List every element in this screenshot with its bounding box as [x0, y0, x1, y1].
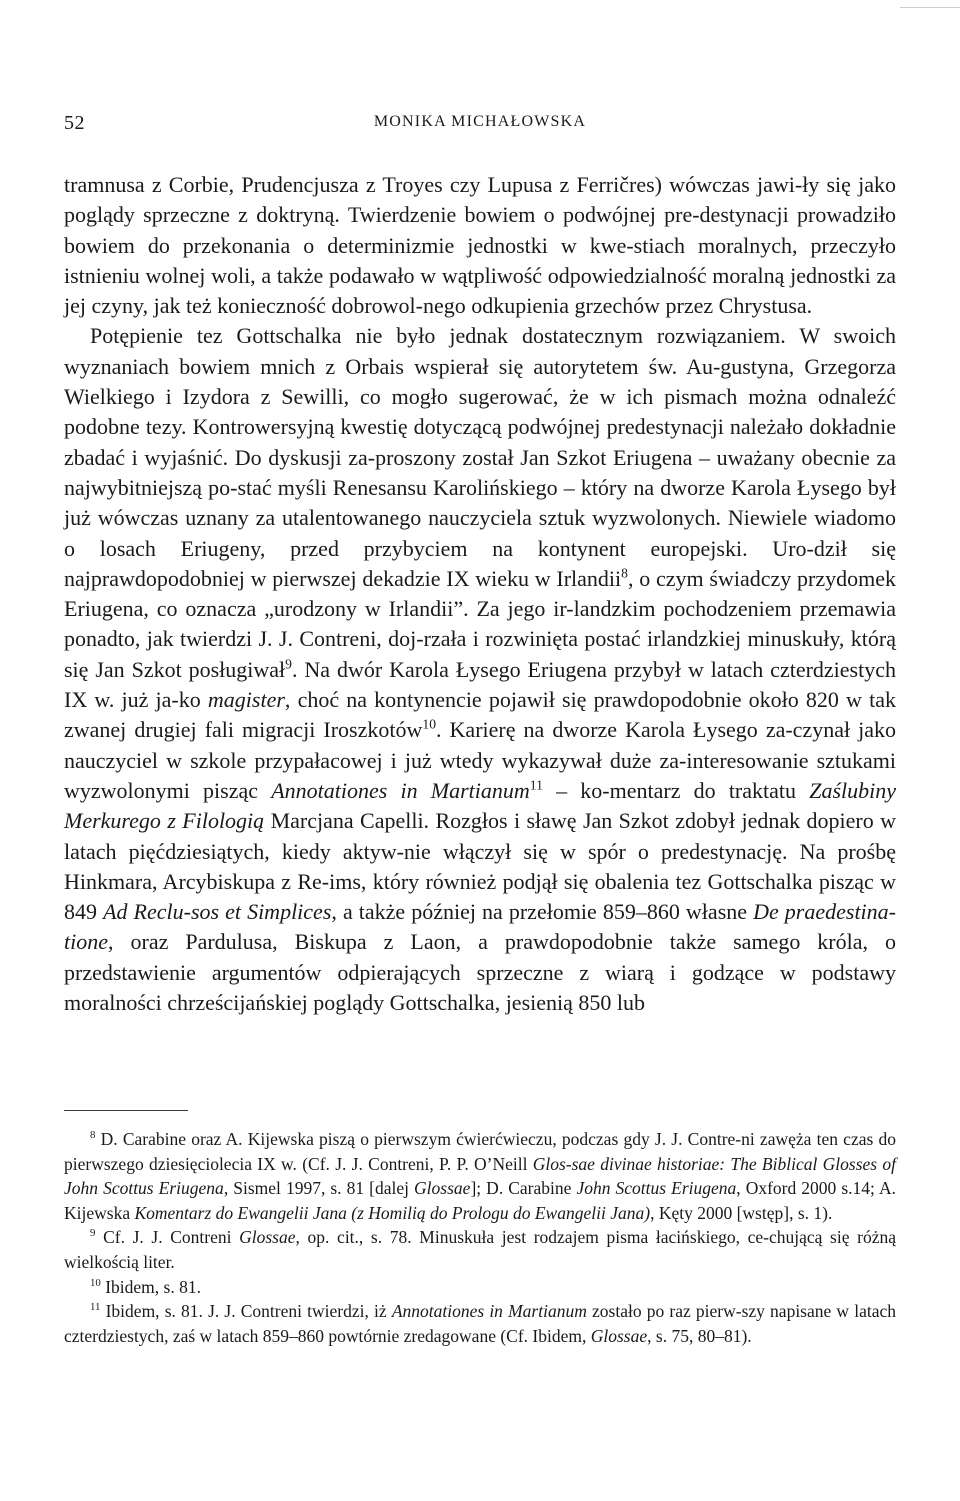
footnote-number: 11	[90, 1301, 101, 1314]
italic-title: Glos-sae divinae historiae: The Biblical Glosses of John Scottus Eriugena	[64, 1153, 896, 1199]
footnote-ref-9: 9	[285, 656, 292, 672]
body-text	[64, 170, 896, 1018]
paragraph-2	[64, 321, 896, 1018]
text-span: tramnusa z Corbie, Prudencjusza z Troyes czy Lupusa z Ferričres) wówczas jawi-ły się jako poglądy sprzeczne z doktryną. Twierdzenie bowiem o podwójnej pre-destynacji prowadziło bowiem do przekonania o determinizmie jednostki w kwe-stiach moralnych, przeczyło istnieniu wolnej woli, a także podawało w wątpliwość odpowiedzialność moralną jednostki za jej czyny, jak też konieczność dobrowol-nego odkupienia grzechów przez Chrystusa.	[64, 172, 896, 319]
text-span: Cf. J. J. Contreni	[95, 1227, 240, 1248]
text-span: Ibidem, s. 81.	[100, 1276, 201, 1297]
footnote-9	[64, 1225, 896, 1274]
italic-term: magister	[207, 687, 285, 713]
footnote-8	[64, 1127, 896, 1225]
italic-title: De praedestina-tione	[64, 899, 896, 955]
paragraph-1	[64, 170, 896, 321]
text-span: Potępienie tez Gottschalka nie było jednak dostatecznym rozwiązaniem. W swoich wyznaniach bowiem mnich z Orbais wspierał się autorytetem św. Au-gustyna, Grzegorza Wielkiego i Izydora z Sewilli, co mogło sugerować, że w ich pismach można odnaleźć podobne tezy. Kontrowersyjną kwestię dotyczącą podwójnej predestynacji należało dokładnie zbadać i wyjaśnić. Do dyskusji za-proszony został Jan Szkot Eriugena – uważany obecnie za najwybitniejszą po-stać myśli Renesansu Karolińskiego – który na dworze Karola Łysego był już wówczas uznany za utalentowanego nauczyciela sztuk wyzwolonych. Niewiele wiadomo o losach Eriugeny, przed przybyciem na kontynent europejski. Uro-dził się najprawdopodobniej w pierwszej dekadzie IX wieku w Irlandii	[64, 323, 896, 591]
text-span: . Karierę na dworze Karola Łysego za-czynał jako nauczyciel w szkole przypałacowej i już wtedy wykazywał duże za-interesowanie sztukami wyzwolonymi pisząc	[64, 717, 896, 803]
footnote-ref-10: 10	[422, 717, 436, 733]
italic-title: Ad Reclu-sos et Simplices	[103, 899, 332, 925]
text-span: Ibidem, s. 81. J. J. Contreni twierdzi, iż	[100, 1301, 392, 1322]
italic-title: Glossae	[590, 1325, 648, 1346]
top-edge-rule	[900, 7, 960, 8]
footnote-11	[64, 1299, 896, 1348]
running-head-author: MONIKA MICHAŁOWSKA	[373, 113, 587, 130]
footnote-number: 10	[90, 1276, 101, 1289]
text-span: , a także później na przełomie 859–860 własne	[331, 899, 754, 925]
text-span: , Sismel 1997, s. 81 [dalej	[223, 1178, 415, 1199]
italic-title: Glossae	[414, 1178, 471, 1199]
page-header	[64, 112, 896, 142]
text-span: , Kęty 2000 [wstęp], s. 1).	[650, 1202, 833, 1223]
footnotes	[64, 1127, 896, 1348]
text-span: – ko-mentarz do traktatu	[542, 777, 810, 803]
footnote-number: 8	[90, 1129, 96, 1142]
text-span: D. Carabine oraz A. Kijewska piszą o pierwszym ćwierćwieczu, podczas gdy J. J. Contre-ni zawęża ten czas do pierwszego dziesięciolecia IX w. (Cf. J. J. Contreni, P. P. O’Neill	[64, 1129, 896, 1174]
text-span: . Na dwór Karola Łysego Eriugena przybył w latach czterdziestych IX w. już ja-ko	[64, 656, 896, 713]
footnote-separator	[64, 1110, 188, 1111]
italic-title: Annotationes in Martianum	[271, 777, 530, 803]
italic-title: Zaślubiny Merkurego z Filologią	[64, 777, 896, 834]
page-number: 52	[64, 112, 85, 134]
footnote-ref-8: 8	[621, 565, 628, 581]
text-span: , op. cit., s. 78. Minuskuła jest rodzajem pisma łacińskiego, ce-chującą się różną wielkością liter.	[64, 1227, 896, 1272]
italic-title: Komentarz do Ewangelii Jana (z Homilią do Prologu do Ewangelii Jana)	[134, 1202, 651, 1223]
text-span: zostało po raz pierw-szy napisane w latach czterdziestych, zaś w latach 859–860 powtórnie zredagowane (Cf. Ibidem,	[64, 1301, 896, 1346]
text-span: , o czym świadczy przydomek Eriugena, co oznacza „urodzony w Irlandii”. Za jego ir-landzkim pochodzeniem przemawia ponadto, jak twierdzi J. J. Contreni, doj-rzała i rozwinięta postać irlandzkiej minuskuły, którą się Jan Szkot posługiwał	[64, 565, 897, 682]
footnote-number: 9	[90, 1227, 96, 1240]
text-span: , s. 75, 80–81).	[647, 1325, 752, 1346]
italic-title: Annotationes in Martianum	[391, 1301, 587, 1322]
footnote-ref-11: 11	[529, 777, 543, 793]
text-span: , choć na kontynencie pojawił się prawdopodobnie około 820 w tak zwanej drugiej fali migracji Iroszkotów	[64, 687, 896, 743]
text-span: Marcjana Capelli. Rozgłos i sławę Jan Szkot zdobył jednak dopiero w latach pięćdziesiątych, kiedy aktyw-nie włączył się w spór o predestynację. Na prośbę Hinkmara, Arcybiskupa z Re-ims, który również podjął się obalenia tez Gottschalka pisząc w 849	[64, 808, 896, 925]
text-span: ]; D. Carabine	[470, 1178, 577, 1199]
text-span: , oraz Pardulusa, Biskupa z Laon, a prawdopodobnie także samego króla, o przedstawienie argumentów odpierających sprzeczne z wiarą i godzące w podstawy moralności chrześcijańskiej poglądy Gottschalka, jesienią 850 lub	[64, 929, 896, 1016]
italic-title: Glossae	[239, 1227, 296, 1248]
italic-title: John Scottus Eriugena	[576, 1178, 737, 1199]
text-span: , Oxford 2000 s.14; A. Kijewska	[64, 1178, 897, 1223]
footnote-10	[64, 1275, 896, 1300]
